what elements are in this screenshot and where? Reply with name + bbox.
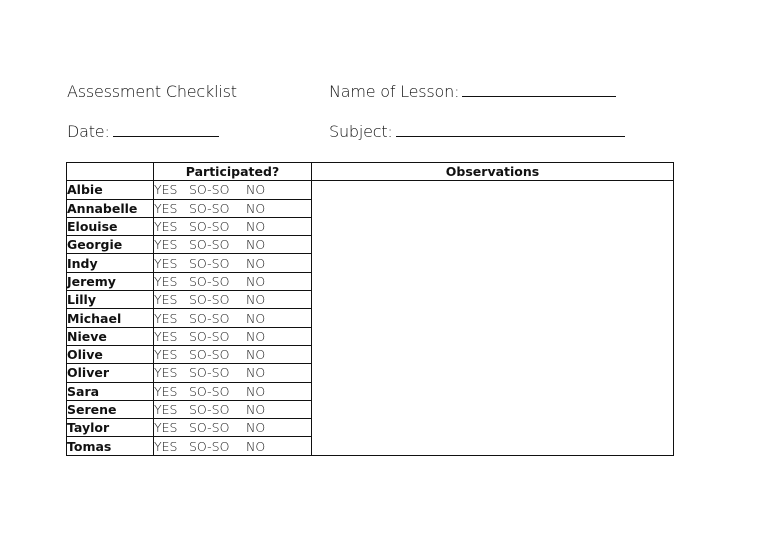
student-name: Tomas	[67, 437, 154, 455]
option-no[interactable]: NO	[246, 438, 266, 454]
title-text: Assessment Checklist	[67, 82, 237, 101]
option-so-so[interactable]: SO-SO	[189, 292, 230, 308]
student-name: Georgie	[67, 236, 154, 254]
option-no[interactable]: NO	[246, 182, 266, 198]
lesson-blank-line[interactable]	[462, 84, 616, 97]
option-no[interactable]: NO	[246, 310, 266, 326]
option-no[interactable]: NO	[246, 328, 266, 344]
participation-options	[154, 419, 312, 437]
table-body	[67, 181, 674, 455]
name-column-header	[67, 163, 154, 181]
participation-options	[154, 199, 312, 217]
observations-column-header: Observations	[312, 163, 674, 181]
student-name: Albie	[67, 181, 154, 199]
option-yes[interactable]: YES	[154, 273, 178, 289]
assessment-table	[66, 162, 674, 456]
table-header-row	[67, 163, 674, 181]
option-no[interactable]: NO	[246, 219, 266, 235]
option-so-so[interactable]: SO-SO	[189, 237, 230, 253]
option-yes[interactable]: YES	[154, 310, 178, 326]
option-yes[interactable]: YES	[154, 438, 178, 454]
participation-options	[154, 400, 312, 418]
student-name: Indy	[67, 254, 154, 272]
student-name: Taylor	[67, 419, 154, 437]
option-no[interactable]: NO	[246, 420, 266, 436]
document-title	[67, 82, 237, 101]
option-so-so[interactable]: SO-SO	[189, 255, 230, 271]
subject-blank-line[interactable]	[396, 124, 625, 137]
student-name: Nieve	[67, 327, 154, 345]
option-yes[interactable]: YES	[154, 237, 178, 253]
participation-options	[154, 272, 312, 290]
student-name: Michael	[67, 309, 154, 327]
option-no[interactable]: NO	[246, 402, 266, 417]
option-yes[interactable]: YES	[154, 255, 178, 271]
participation-options	[154, 327, 312, 345]
option-so-so[interactable]: SO-SO	[189, 438, 230, 454]
option-no[interactable]: NO	[246, 200, 266, 216]
student-name: Sara	[67, 382, 154, 400]
participation-options	[154, 236, 312, 254]
lesson-name-field	[329, 82, 616, 101]
student-name: Elouise	[67, 217, 154, 235]
option-yes[interactable]: YES	[154, 328, 178, 344]
option-no[interactable]: NO	[246, 383, 266, 399]
lesson-label: Name of Lesson:	[329, 82, 460, 101]
participation-options	[154, 437, 312, 455]
date-field	[67, 122, 219, 141]
student-name: Jeremy	[67, 272, 154, 290]
option-yes[interactable]: YES	[154, 182, 178, 198]
date-label: Date:	[67, 122, 110, 141]
option-yes[interactable]: YES	[154, 383, 178, 399]
option-so-so[interactable]: SO-SO	[189, 310, 230, 326]
student-name: Annabelle	[67, 199, 154, 217]
option-no[interactable]: NO	[246, 292, 266, 308]
participation-options	[154, 217, 312, 235]
student-name: Oliver	[67, 364, 154, 382]
option-yes[interactable]: YES	[154, 420, 178, 436]
option-so-so[interactable]: SO-SO	[189, 347, 230, 363]
observations-cell[interactable]	[312, 181, 674, 455]
date-blank-line[interactable]	[113, 124, 219, 137]
participated-column-header: Participated?	[154, 163, 312, 181]
option-so-so[interactable]: SO-SO	[189, 219, 230, 235]
student-name: Lilly	[67, 291, 154, 309]
option-so-so[interactable]: SO-SO	[189, 328, 230, 344]
option-yes[interactable]: YES	[154, 402, 178, 417]
option-no[interactable]: NO	[246, 365, 266, 381]
student-name: Serene	[67, 400, 154, 418]
option-so-so[interactable]: SO-SO	[189, 365, 230, 381]
option-no[interactable]: NO	[246, 273, 266, 289]
option-so-so[interactable]: SO-SO	[189, 383, 230, 399]
option-yes[interactable]: YES	[154, 347, 178, 363]
student-name: Olive	[67, 345, 154, 363]
option-yes[interactable]: YES	[154, 292, 178, 308]
option-so-so[interactable]: SO-SO	[189, 182, 230, 198]
participation-options	[154, 254, 312, 272]
participation-options	[154, 291, 312, 309]
option-yes[interactable]: YES	[154, 200, 178, 216]
participation-options	[154, 345, 312, 363]
participation-options	[154, 382, 312, 400]
option-no[interactable]: NO	[246, 255, 266, 271]
option-no[interactable]: NO	[246, 347, 266, 363]
subject-label: Subject:	[329, 122, 393, 141]
option-so-so[interactable]: SO-SO	[189, 273, 230, 289]
option-no[interactable]: NO	[246, 237, 266, 253]
table-row	[67, 181, 674, 199]
option-yes[interactable]: YES	[154, 365, 178, 381]
option-so-so[interactable]: SO-SO	[189, 200, 230, 216]
participation-options	[154, 181, 312, 199]
participation-options	[154, 309, 312, 327]
subject-field	[329, 122, 625, 141]
participation-options	[154, 364, 312, 382]
option-so-so[interactable]: SO-SO	[189, 402, 230, 417]
option-so-so[interactable]: SO-SO	[189, 420, 230, 436]
option-yes[interactable]: YES	[154, 219, 178, 235]
